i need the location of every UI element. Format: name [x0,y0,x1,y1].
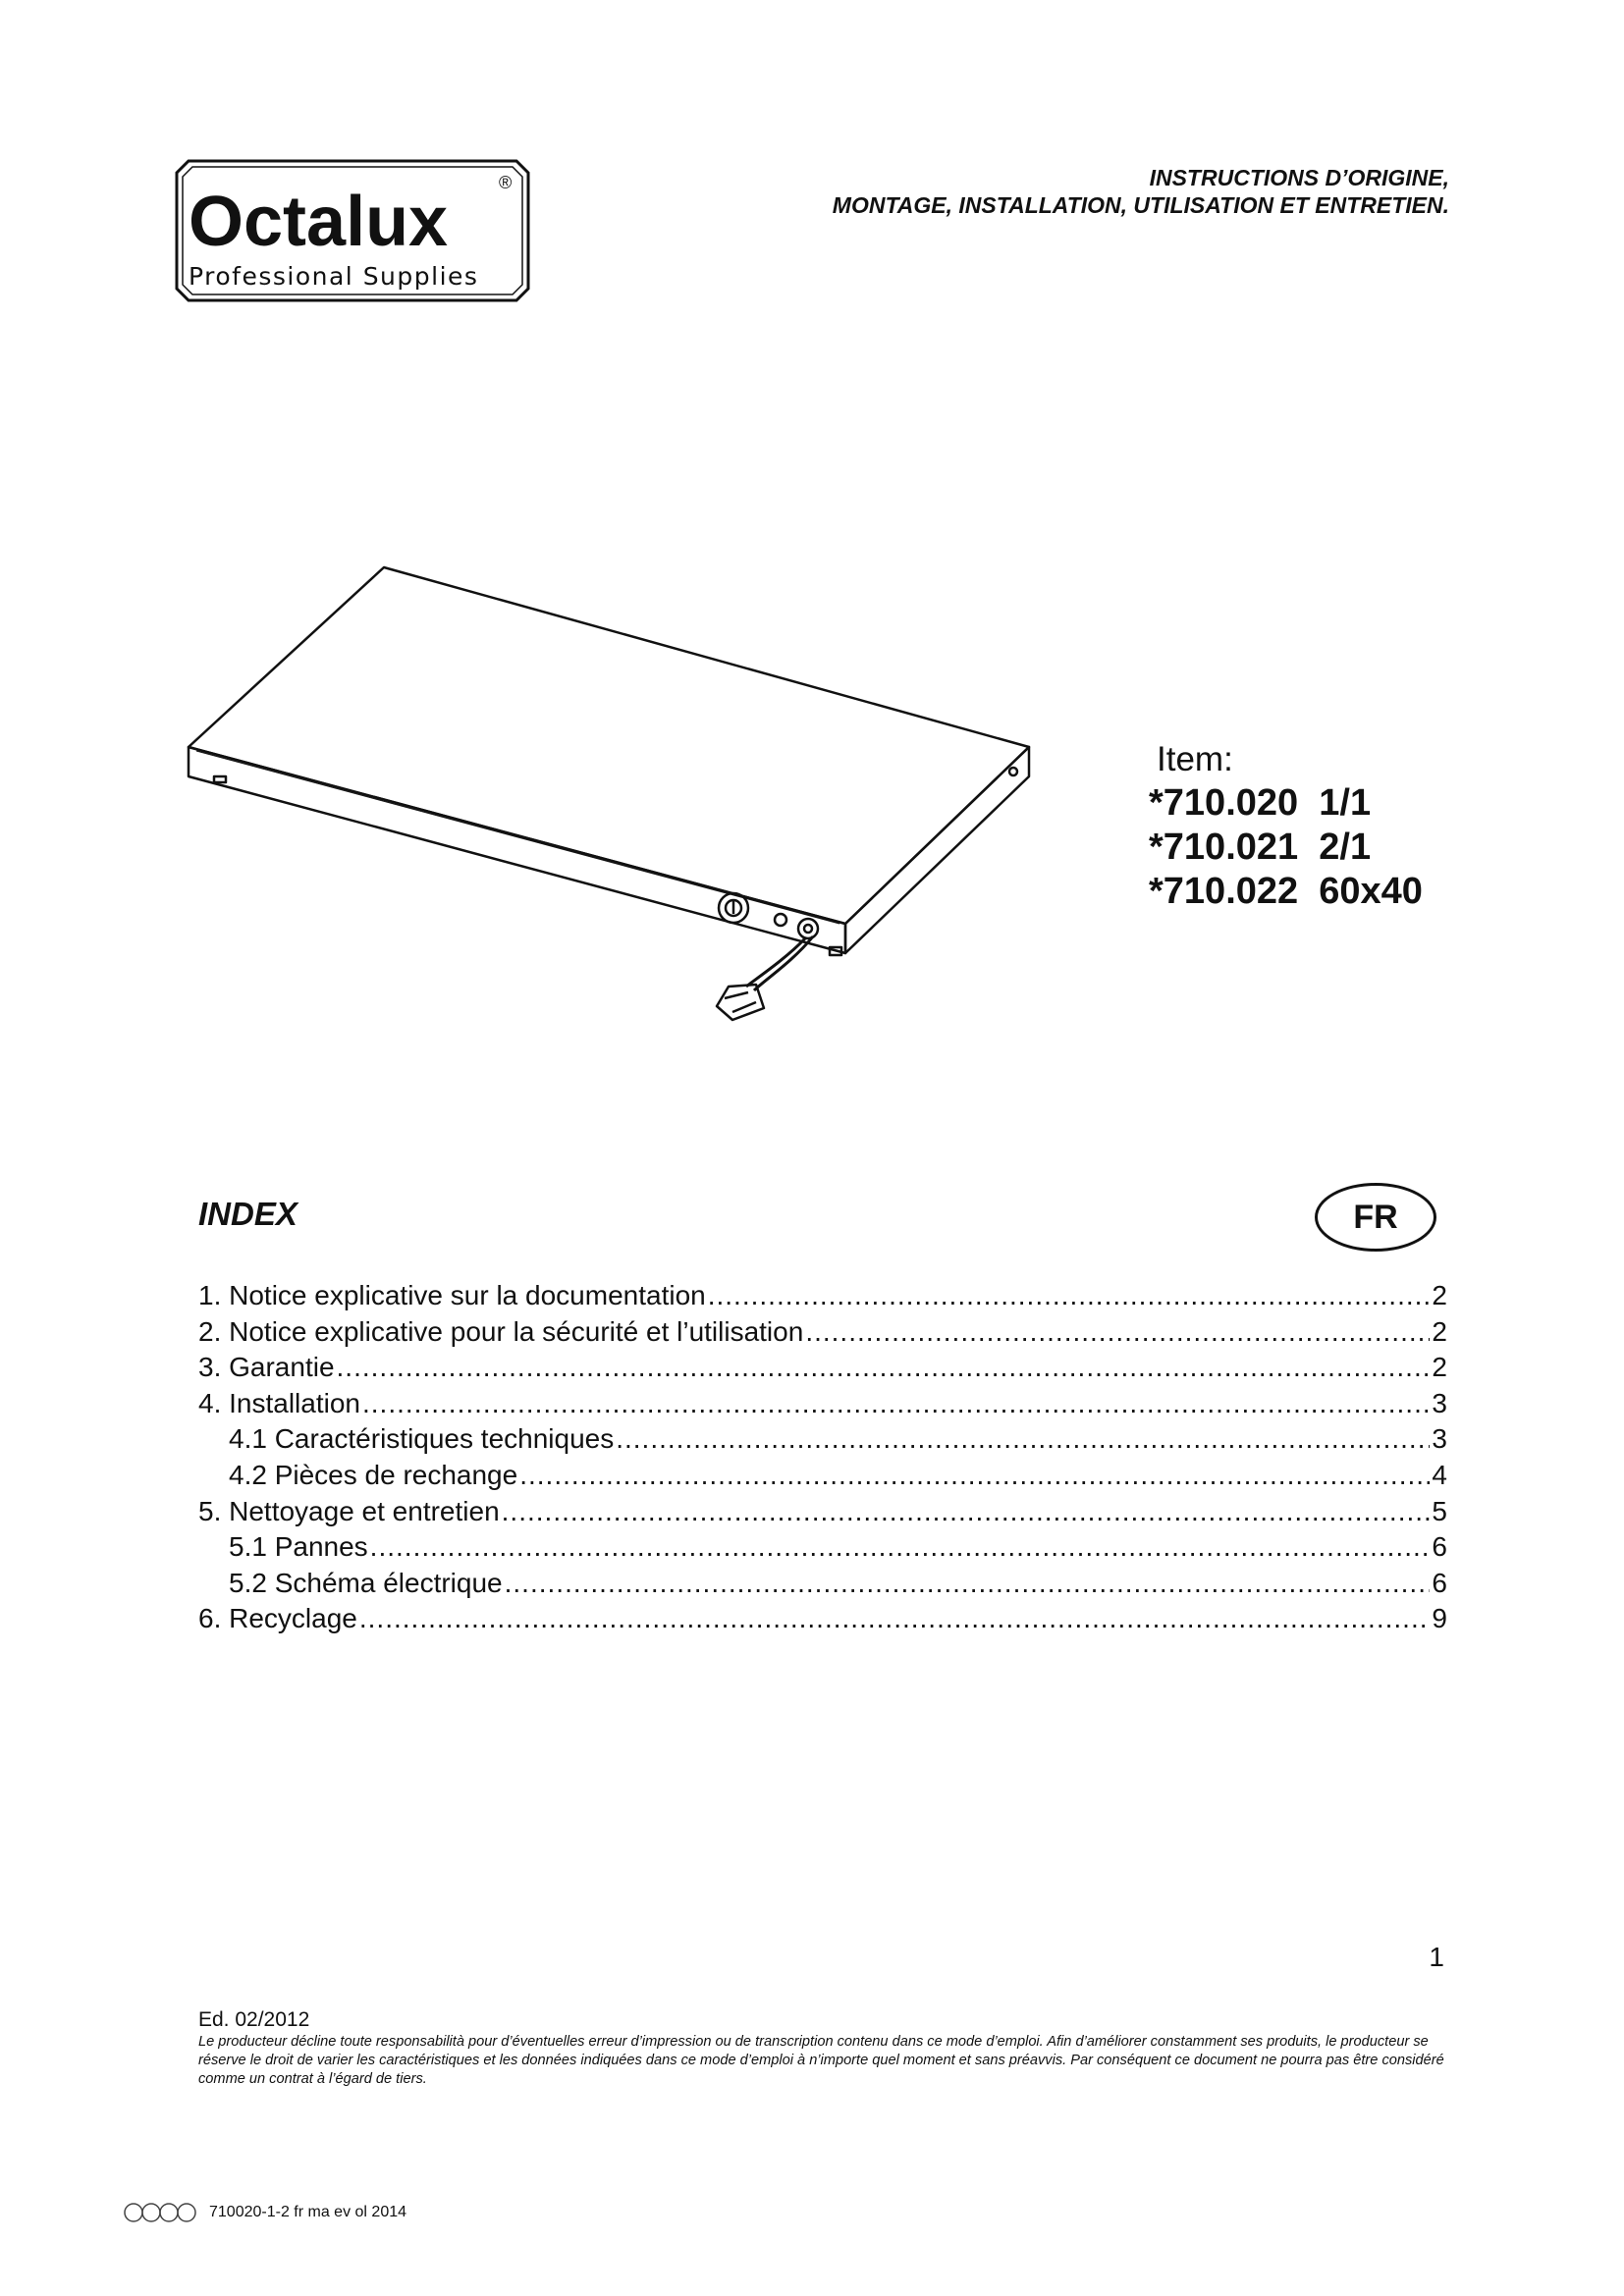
toc-subentry[interactable] [198,1529,1447,1566]
toc-entry-page: 6 [1432,1567,1447,1598]
toc-entry-page: 2 [1432,1315,1447,1347]
toc-leader [708,1278,1431,1314]
octalux-logo [175,159,530,302]
index-title: INDEX [198,1196,298,1232]
toc-leader [505,1566,1431,1602]
table-of-contents [198,1278,1447,1637]
toc-entry[interactable] [198,1386,1447,1422]
toc-subentry[interactable] [198,1566,1447,1602]
svg-text:Professional Supplies: Professional Supplies [189,262,479,291]
item-list [1149,738,1423,914]
toc-entry-title: 4.1 Caractéristiques techniques [229,1423,615,1455]
svg-text:Octalux: Octalux [189,183,449,261]
header-line-1: INSTRUCTIONS D’ORIGINE, [1149,165,1449,190]
logo-graphic [175,159,530,302]
toc-subentry[interactable] [198,1458,1447,1494]
toc-entry-title: 4.2 Pièces de rechange [229,1459,518,1490]
toc-leader [359,1601,1431,1637]
toc-entry-title: 1. Notice explicative sur la documentation [198,1280,706,1310]
item-code: *710.020 1/1 [1149,782,1372,824]
toc-leader [370,1529,1431,1566]
toc-entry-page: 3 [1432,1423,1447,1455]
document-code: 710020-1-2 fr ma ev ol 2014 [209,2204,407,2220]
toc-leader [519,1458,1430,1494]
toc-subentry[interactable] [198,1421,1447,1458]
toc-leader [362,1386,1430,1422]
toc-entry-title: 5.2 Schéma électrique [229,1567,503,1598]
item-code: *710.022 60x40 [1149,871,1423,912]
toc-entry-page: 6 [1432,1531,1447,1563]
toc-entry-page: 5 [1432,1495,1447,1526]
toc-entry-page: 4 [1432,1459,1447,1490]
product-illustration [187,555,1070,1026]
item-code: *710.021 2/1 [1149,827,1372,868]
page-number: 1 [1429,1942,1444,1972]
toc-entry-title: 4. Installation [198,1387,360,1418]
header-line-2: MONTAGE, INSTALLATION, UTILISATION ET ENTRETIEN. [832,192,1449,218]
toc-entry[interactable] [198,1350,1447,1386]
toc-entry[interactable] [198,1278,1447,1314]
item-label: Item: [1157,740,1233,778]
toc-entry-page: 9 [1432,1603,1447,1634]
toc-leader [616,1421,1430,1458]
toc-leader [337,1350,1431,1386]
toc-entry-title: 5. Nettoyage et entretien [198,1495,500,1526]
toc-leader [805,1314,1430,1351]
document-header [833,164,1449,219]
toc-entry[interactable] [198,1601,1447,1637]
toc-entry-page: 3 [1432,1387,1447,1418]
octagon-rings-icon [123,2202,199,2223]
toc-entry-title: 5.1 Pannes [229,1531,368,1563]
language-badge: FR [1315,1183,1436,1252]
svg-text:®: ® [499,173,513,192]
edition-label: Ed. 02/2012 [198,2008,310,2031]
toc-entry-page: 2 [1432,1280,1447,1310]
toc-entry-page: 2 [1432,1352,1447,1383]
toc-entry-title: 6. Recyclage [198,1603,357,1634]
toc-leader [502,1494,1431,1530]
heated-plate-drawing [187,555,1070,1026]
document-footer [123,2202,406,2223]
toc-entry[interactable] [198,1494,1447,1530]
toc-entry-title: 2. Notice explicative pour la sécurité et l’utilisation [198,1315,804,1347]
disclaimer-text: Le producteur décline toute responsabilità pour d’éventuelles erreur d’impression ou de transcription contenu dans ce mode d’emploi. Afin d’améliorer constamment ses produits, le producteur se réserve le droit de varier les caractéristiques et les données indiquées dans ce mode d’emploi à n’importe quel moment et sans préavvis. Par conséquent ce document ne pourra pas être considéré comme un contrat à l’égard de tiers. [198,2034,1444,2087]
toc-entry-title: 3. Garantie [198,1352,335,1383]
toc-entry[interactable] [198,1314,1447,1351]
